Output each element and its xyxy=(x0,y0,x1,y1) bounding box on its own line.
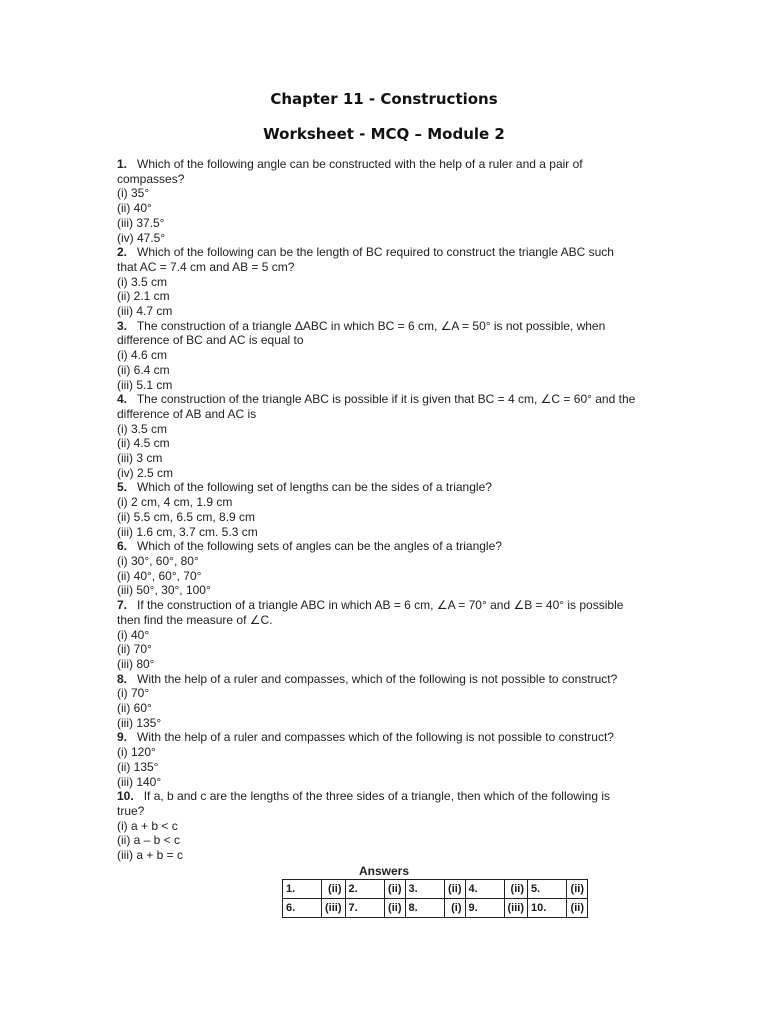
answer-option: (i) 35° xyxy=(117,186,150,201)
answer-value: (i) xyxy=(444,899,465,918)
answer-option: (iii) 50°, 30°, 100° xyxy=(117,583,211,598)
question-text: The construction of a triangle ΔABC in which BC = 6 cm, ∠A = 50° is not possible, when difference of BC and AC is equal to xyxy=(117,318,606,348)
question-5 xyxy=(117,480,637,539)
question-6 xyxy=(117,539,637,598)
answer-option: (iii) 3 cm xyxy=(117,451,163,466)
answer-option: (iv) 2.5 cm xyxy=(117,465,174,480)
answer-option: (ii) 135° xyxy=(117,759,159,774)
question-number: 10. xyxy=(117,789,134,804)
answer-option: (i) 3.5 cm xyxy=(117,274,168,289)
question-number: 4. xyxy=(117,392,128,407)
answer-option: (iii) 140° xyxy=(117,774,162,789)
worksheet-title: Worksheet - MCQ – Module 2 xyxy=(263,125,505,143)
question-9 xyxy=(117,730,637,789)
answer-option: (iii) 1.6 cm, 3.7 cm. 5.3 cm xyxy=(117,524,258,539)
answer-option: (ii) 2.1 cm xyxy=(117,289,170,304)
answer-option: (iii) 5.1 cm xyxy=(117,377,173,392)
answer-option: (ii) 5.5 cm, 6.5 cm, 8.9 cm xyxy=(117,509,256,524)
answer-option: (i) 3.5 cm xyxy=(117,421,168,436)
answer-option: (i) 30°, 60°, 80° xyxy=(117,553,199,568)
question-text: With the help of a ruler and compasses, which of the following is not possible to construct? xyxy=(137,671,618,686)
answer-value: (ii) xyxy=(322,880,346,899)
question-number: 5. xyxy=(117,480,128,495)
question-4 xyxy=(117,392,637,480)
answer-option: (iii) 4.7 cm xyxy=(117,304,173,319)
answer-value: (iii) xyxy=(504,899,528,918)
question-text: Which of the following sets of angles can be the angles of a triangle? xyxy=(137,539,502,554)
answer-question-number: 2. xyxy=(345,880,384,899)
answer-question-number: 4. xyxy=(465,880,504,899)
question-text: Which of the following angle can be constructed with the help of a ruler and a pair of compasses? xyxy=(117,157,583,186)
answer-value: (ii) xyxy=(384,880,405,899)
answer-option: (i) 4.6 cm xyxy=(117,348,168,363)
question-list xyxy=(117,157,637,863)
answer-question-number: 10. xyxy=(528,899,567,918)
answer-question-number: 8. xyxy=(405,899,444,918)
answers-heading: Answers xyxy=(358,864,410,878)
answers-row xyxy=(283,880,588,899)
question-10 xyxy=(117,789,637,863)
answer-question-number: 7. xyxy=(345,899,384,918)
answer-option: (iii) 80° xyxy=(117,656,155,671)
answer-value: (ii) xyxy=(504,880,528,899)
question-number: 7. xyxy=(117,598,128,613)
question-7 xyxy=(117,598,637,672)
answer-option: (iii) a + b = c xyxy=(117,848,184,863)
answer-value: (ii) xyxy=(444,880,465,899)
answer-option: (ii) 40° xyxy=(117,201,152,216)
question-number: 9. xyxy=(117,730,128,745)
question-number: 1. xyxy=(117,157,128,171)
answer-question-number: 9. xyxy=(465,899,504,918)
question-text: If the construction of a triangle ABC in which AB = 6 cm, ∠A = 70° and ∠B = 40° is possible then find the measure of ∠C. xyxy=(117,598,624,627)
answer-option: (i) a + b < c xyxy=(117,818,178,833)
answer-option: (i) 40° xyxy=(117,627,150,642)
answers-row xyxy=(283,899,588,918)
answer-question-number: 3. xyxy=(405,880,444,899)
answer-option: (i) 70° xyxy=(117,686,150,701)
answer-question-number: 6. xyxy=(283,899,322,918)
answer-option: (i) 2 cm, 4 cm, 1.9 cm xyxy=(117,495,233,510)
answer-option: (ii) 6.4 cm xyxy=(117,362,170,377)
answer-option: (ii) a – b < c xyxy=(117,833,181,848)
question-8 xyxy=(117,672,637,731)
answer-option: (iii) 37.5° xyxy=(117,215,165,230)
question-text: Which of the following can be the length of BC required to construct the triangle ABC such that AC = 7.4 cm and AB = 5 cm? xyxy=(117,245,614,274)
question-text: Which of the following set of lengths can be the sides of a triangle? xyxy=(137,480,492,495)
answer-value: (ii) xyxy=(567,899,588,918)
answers-table xyxy=(282,879,588,918)
answer-option: (ii) 4.5 cm xyxy=(117,436,170,451)
question-1 xyxy=(117,157,637,245)
answer-question-number: 5. xyxy=(528,880,567,899)
answer-option: (ii) 40°, 60°, 70° xyxy=(117,568,202,583)
answer-question-number: 1. xyxy=(283,880,322,899)
question-number: 2. xyxy=(117,245,128,260)
answer-option: (iv) 47.5° xyxy=(117,230,166,245)
answer-option: (ii) 60° xyxy=(117,701,152,716)
question-number: 6. xyxy=(117,539,128,554)
question-number: 8. xyxy=(117,671,128,686)
answer-value: (ii) xyxy=(384,899,405,918)
question-text: With the help of a ruler and compasses which of the following is not possible to construct? xyxy=(137,730,614,745)
question-3 xyxy=(117,319,637,393)
question-2 xyxy=(117,245,637,319)
answer-option: (i) 120° xyxy=(117,745,156,760)
answer-option: (ii) 70° xyxy=(117,642,152,657)
answer-value: (ii) xyxy=(567,880,588,899)
chapter-title: Chapter 11 - Constructions xyxy=(270,90,498,108)
answer-option: (iii) 135° xyxy=(117,715,162,730)
question-text: If a, b and c are the lengths of the three sides of a triangle, then which of the following is true? xyxy=(117,789,610,818)
question-number: 3. xyxy=(117,318,128,333)
answer-value: (iii) xyxy=(322,899,346,918)
question-text: The construction of the triangle ABC is possible if it is given that BC = 4 cm, ∠C = 60° and the difference of AB and AC is xyxy=(117,392,636,421)
